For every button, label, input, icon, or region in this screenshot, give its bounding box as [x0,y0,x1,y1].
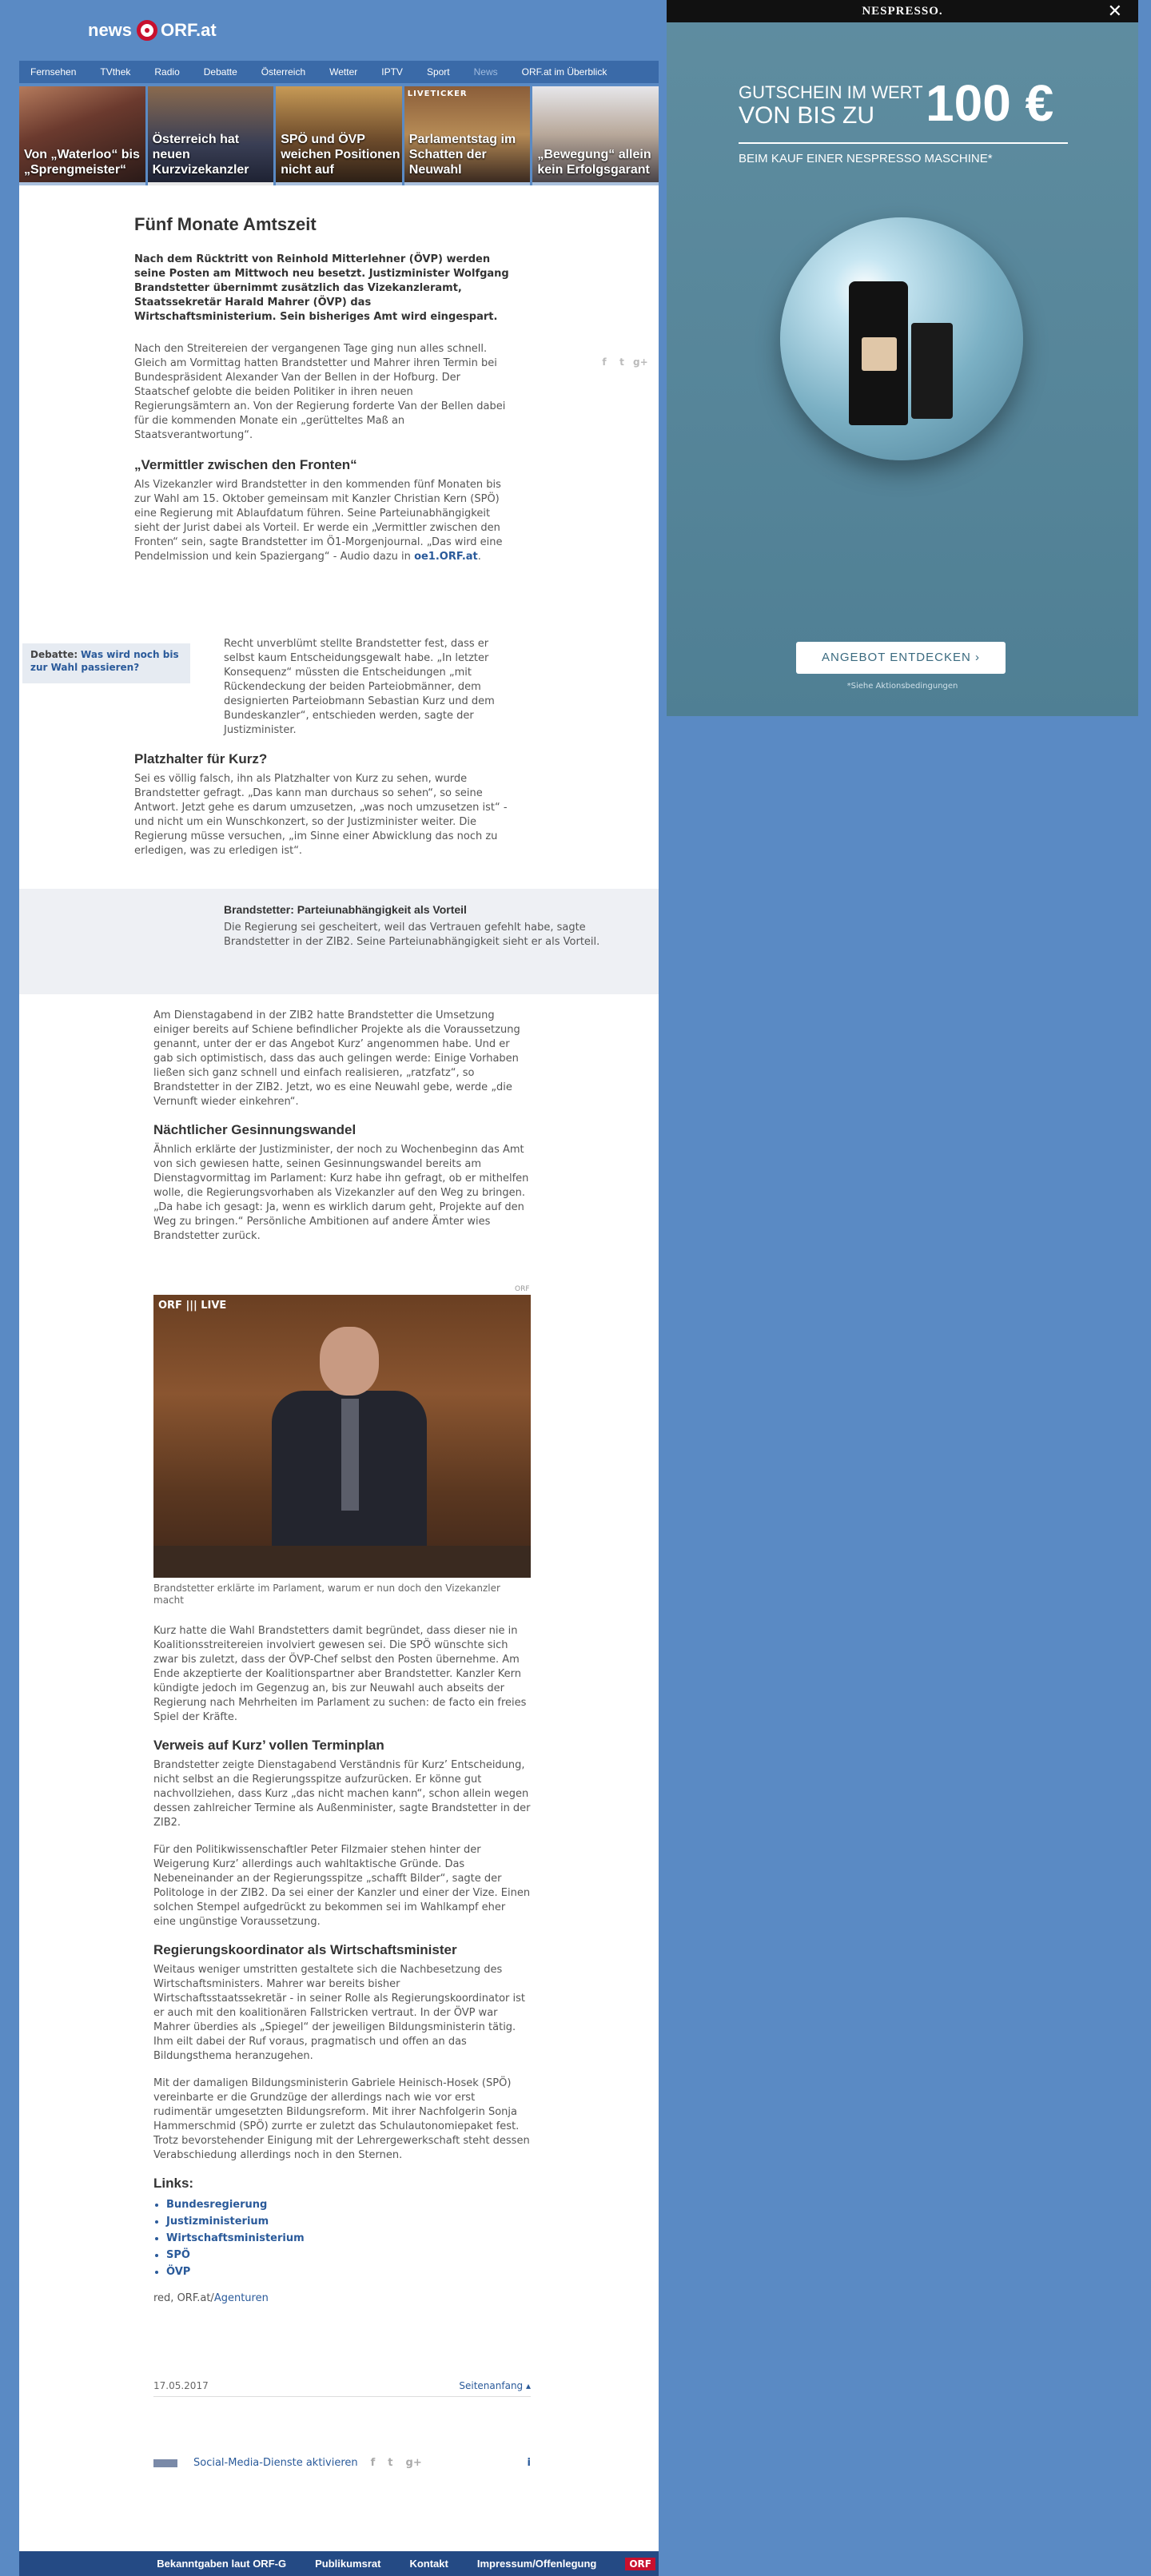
debate-box[interactable] [22,643,190,683]
teaser-label: SPÖ und ÖVP weichen Positionen nicht auf [281,133,400,177]
liveticker-badge: LIVETICKER [407,90,468,98]
teaser-label: Österreich hat neuen Kurzvizekanzler [152,133,249,177]
info-box-title: Brandstetter: Parteiunabhängigkeit als Vorteil [224,903,467,916]
article-body-debate [224,637,512,738]
footer-link-publikumsrat[interactable]: Publikumsrat [315,2558,381,2570]
close-icon[interactable]: ✕ [1107,2,1122,22]
article-credit: red, ORF.at/Agenturen [153,2292,269,2304]
article-paragraph: Recht unverblümt stellte Brandstetter fest, dass er selbst kaum Entscheidungsgewalt habe. „In letzter Konsequenz“ müssten die Entscheidungen „mit Rückendeckung der beiden Parteiobmänner, dem designierten Parteiobmann Sebastian Kurz und dem Bundeskanzler“, entschieden werden, sagte der Justizminister. [224,638,495,736]
googleplus-icon[interactable]: g+ [633,356,648,368]
article-paragraph: Nach den Streitereien der vergangenen Tage ging nun alles schnell. Gleich am Vormittag hatten Brandstetter und Mahrer ihren Termin bei Bundespräsident Alexander Van der Bellen in der Hofburg. Der Staatschef gelobte die beiden Politiker in ihren neuen Regierungsämtern an. Von der Regierung forderte Van der Bellen dabei für die kommenden Monate ein „gerütteltes Maß an Staatsverantwortung“. [134,343,506,441]
article-paragraph: Als Vizekanzler wird Brandstetter in den kommenden fünf Monaten bis zur Wahl am 15. Oktober gemeinsam mit Kanzler Christian Kern (SPÖ) eine Regierung mit Ablaufdatum führen. Seine Parteiunabhängigkeit sieht der Jurist dabei als Vorteil. Er werde ein „Vermittler zwischen den Fronten“ sein, sagte Brandstetter im Ö1-Morgenjournal. „Das wird eine Pendelmission und kein Spaziergang“ - Audio dazu in oe1.ORF.at. [134,479,503,563]
social-toggle[interactable] [153,2459,177,2467]
teaser-card[interactable] [276,86,402,185]
nav-news[interactable]: News [473,66,498,78]
article-paragraph: Weitaus weniger umstritten gestaltete sich die Nachbesetzung des Wirtschaftsministers. Mahrer war bereits bisher Wirtschaftsstaatssekretär - in seiner Rolle als Regierungskoordinator ist er auch mit den koalitionären Fallstricken vertraut. In der ÖVP war Mahrer überdies als „Spiegel“ der jeweiligen Bildungsministerin tätig. Ihm eilt dabei der Ruf voraus, pragmatisch und offen an das Bildungsthema heranzugehen. [153,1964,526,2062]
orf-live-logo: ORF ||| LIVE [158,1300,227,1312]
share-bar [598,356,646,368]
link-oevp[interactable]: ÖVP [166,2266,191,2278]
article-subheading: Verweis auf Kurz’ vollen Terminplan [153,1738,384,1753]
nav-oesterreich[interactable]: Österreich [261,66,306,78]
nav-fernsehen[interactable]: Fernsehen [30,66,77,78]
article-body-kurz [134,751,512,858]
link-wirtschaftsministerium[interactable]: Wirtschaftsministerium [166,2232,305,2244]
photo-person [265,1319,425,1578]
info-box [19,889,659,994]
footer-link-impressum[interactable]: Impressum/Offenlegung [476,2558,597,2570]
article-subheading: „Vermittler zwischen den Fronten“ [134,457,357,472]
ad-cta-button[interactable]: ANGEBOT ENTDECKEN › [796,642,1006,674]
article-body-bottom [153,1624,531,2306]
footer-link-kontakt[interactable]: Kontakt [409,2558,448,2570]
article-lead: Nach dem Rücktritt von Reinhold Mitterlehner (ÖVP) werden seine Posten am Mittwoch neu besetzt. Justizminister Wolfgang Brandstetter übernimmt zusätzlich das Vizekanzleramt, Staatssekretär Harald Mahrer (ÖVP) das Wirtschaftsministerium. Sein bisheriges Amt wird eingespart. [134,253,509,323]
orf-eye-icon [137,20,157,41]
links-heading: Links: [153,2176,194,2191]
image-caption: Brandstetter erklärte im Parlament, warum er nun doch den Vizekanzler macht [153,1583,500,1606]
logo-news-text: news [88,20,133,40]
article-paragraph: Für den Politikwissenschaftler Peter Filzmaier stehen hinter der Weigerung Kurz’ allerdings auch wahltaktische Gründe. Das Nebeneinander an der Regierungsspitze „schafft Bilder“, sagte der Politologe in der ZIB2. Da sei einer der Kanzler und einer der Vize. Einen solchen Stempel aufgedrückt zu bekommen sei im Wahlkampf eher eine ungünstige Voraussetzung. [153,1844,531,1928]
article-paragraph: Sei es völlig falsch, ihn als Platzhalter von Kurz zu sehen, wurde Brandstetter gefragt. „Das kann man durchaus so sehen“, so seine Antwort. Jetzt gehe es darum umzusetzen, „was noch umzusetzen ist“ - und nicht um ein Wunschkonzert, so der Justizminister weiter. Die Regierung müsse versuchen, „im Sinne einer Abwicklung das noch zu erledigen, was zu erledigen ist“. [134,773,508,857]
ad-headline-2: VON BIS ZU [739,102,875,129]
info-icon[interactable]: i [527,2457,531,2469]
teaser-strip [19,86,659,185]
article-subheading: Nächtlicher Gesinnungswandel [153,1122,356,1137]
nav-sport[interactable]: Sport [426,66,450,78]
nav-radio[interactable]: Radio [154,66,180,78]
twitter-icon[interactable]: t [619,356,624,368]
links-list [153,2196,531,2280]
debate-label: Debatte: [30,649,78,660]
article-date: 17.05.2017 [153,2380,209,2391]
article-paragraph: Ähnlich erklärte der Justizminister, der noch zu Wochenbeginn das Amt von sich gewiesen hatte, seinen Gesinnungswandel bereits am Dienstagvormittag im Parlament: Kurz habe ihn gefragt, ob er mithelfen wolle, die Regierungsvorhaben als Vizekanzler auf den Weg zu bringen. „Da habe ich gesagt: Ja, wenn es wirklich darum geht, Projekte auf den Weg zu bringen.“ Persönliche Ambitionen auf andere Ämter wies Brandstetter zurück. [153,1144,529,1242]
article-paragraph: Mit der damaligen Bildungsministerin Gabriele Heinisch-Hosek (SPÖ) vereinbarte er die Grundzüge der allerdings nach wie vor erst rudimentär umgesetzten Bildungsreform. Mit ihrer Nachfolgerin Sonja Hammerschmid (SPÖ) zurrte er zuletzt das Schulautonomiepaket fest. Trotz bevorstehender Einigung mit der Lehrergewerkschaft steht dessen Verabschiedung allerdings noch in den Sternen. [153,2077,530,2161]
page-footer [19,2551,659,2576]
site-logo[interactable] [88,18,217,43]
image-source: ORF [515,1285,530,1293]
ad-subline: BEIM KAUF EINER NESPRESSO MASCHINE* [739,152,993,165]
link-justizministerium[interactable]: Justizministerium [166,2216,269,2228]
article-paragraph: Kurz hatte die Wahl Brandstetters damit begründet, dass dieser nie in Koalitionsstreitereien involviert gewesen sei. Die SPÖ wünschte sich zwar bis zuletzt, dass der ÖVP-Chef selbst den Posten übernehme. Am Ende akzeptierte der Koalitionspartner aber Brandstetter. Kanzler Kern kündigte jedoch im Gegenzug an, bis zur Neuwahl auch abseits der Regierung nach Mehrheiten im Parlament zu suchen: de facto ein freies Spiel der Kräfte. [153,1625,527,1723]
ad-fineprint: *Siehe Aktionsbedingungen [846,682,958,691]
article-title: Fünf Monate Amtszeit [134,214,317,234]
nav-overview[interactable]: ORF.at im Überblick [521,66,607,78]
nav-debatte[interactable]: Debatte [203,66,237,78]
social-media-bar [153,2457,531,2469]
coffee-machine-image [849,281,954,425]
footer-link-bekanntgaben[interactable]: Bekanntgaben laut ORF-G [157,2558,287,2570]
teaser-card[interactable] [404,86,531,185]
orf-footer-logo: ORF [625,2558,655,2570]
nespresso-ad[interactable] [667,0,1138,716]
teaser-card[interactable] [532,86,659,185]
debate-link[interactable]: Was wird noch bis zur Wahl passieren? [30,649,179,673]
article-body-middle [153,1009,531,1244]
teaser-label: Von „Waterloo“ bis „Sprengmeister“ [24,148,140,177]
social-activate-label[interactable]: Social-Media-Dienste aktivieren [193,2457,358,2469]
article-paragraph: Brandstetter zeigte Dienstagabend Verständnis für Kurz’ Entscheidung, nicht selbst an die Regierungsspitze aufzurücken. Er könne gut nachvollziehen, dass Kurz „das nicht machen kann“, schon allein wegen dessen zahlreicher Termine als Außenminister, sagte Brandstetter in der ZIB2. [153,1759,531,1829]
logo-orf-text: ORF.at [161,20,217,40]
nespresso-logo: NESPRESSO. [862,5,943,18]
nav-iptv[interactable]: IPTV [381,66,403,78]
teaser-card[interactable] [19,86,145,185]
teaser-card[interactable] [148,86,274,185]
top-navigation [19,61,659,83]
info-box-text: Die Regierung sei gescheitert, weil das Vertrauen gefehlt habe, sagte Brandstetter in der ZIB2. Seine Parteiunabhängigkeit sieht er als Vorteil. [224,922,600,948]
googleplus-icon[interactable]: g+ [405,2457,422,2469]
back-to-top-link[interactable]: Seitenanfang ▴ [459,2380,531,2391]
agenturen-link[interactable]: Agenturen [213,2292,269,2304]
twitter-icon[interactable]: t [388,2457,393,2469]
article-paragraph: Am Dienstagabend in der ZIB2 hatte Brandstetter die Umsetzung einiger bereits auf Schiene befindlicher Projekte als die Voraussetzung genannt, unter der er das Angebot Kurz’ angenommen habe. Und er gab sich optimistisch, dass das auch gelingen werde: Einige Vorhaben ließen sich ganz schnell und einfach realisieren, „ratzfatz“, so Brandstetter in der ZIB2. Jetzt, wo es eine Neuwahl gebe, werde „die Vernunft wieder einkehren“. [153,1009,520,1108]
article-image[interactable] [153,1295,531,1578]
nav-wetter[interactable]: Wetter [329,66,358,78]
nav-tvthek[interactable]: TVthek [100,66,131,78]
link-spoe[interactable]: SPÖ [166,2249,190,2261]
teaser-label: „Bewegung“ allein kein Erfolgsgarant [537,148,651,177]
article-subheading: Platzhalter für Kurz? [134,751,268,766]
facebook-icon[interactable]: f [602,356,607,368]
link-bundesregierung[interactable]: Bundesregierung [166,2199,268,2211]
ad-headline-1: GUTSCHEIN IM WERT [739,82,923,102]
oe1-link[interactable]: oe1.ORF.at [414,551,478,563]
article-body-top [134,214,512,564]
ad-amount: 100 € [926,74,1054,132]
facebook-icon[interactable]: f [370,2457,376,2469]
article-subheading: Regierungskoordinator als Wirtschaftsminister [153,1942,457,1957]
teaser-label: Parlamentstag im Schatten der Neuwahl [408,133,516,177]
article-meta [153,2380,531,2397]
